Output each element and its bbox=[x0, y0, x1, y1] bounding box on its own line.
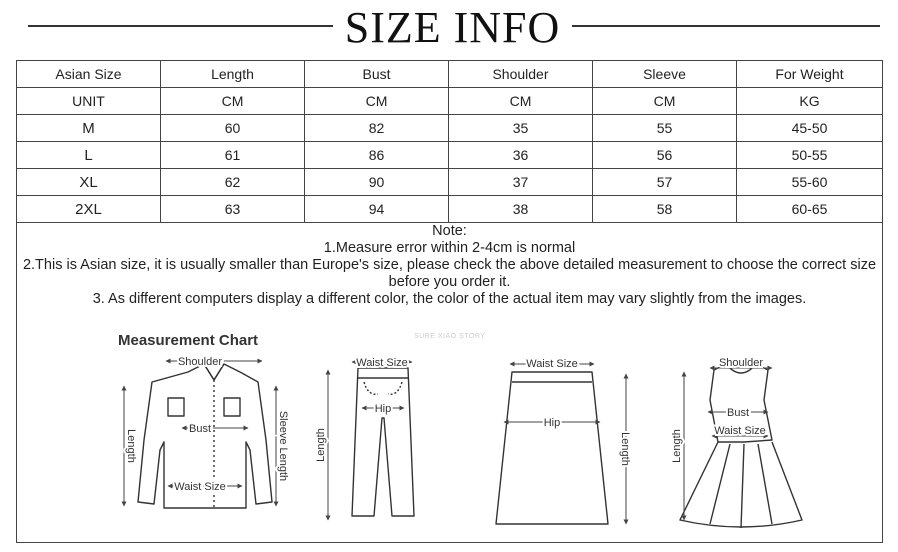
skirt-length-label: Length bbox=[619, 432, 631, 466]
title-rule-left bbox=[28, 25, 333, 27]
shirt-waist-label: Waist Size bbox=[174, 481, 226, 493]
size-table bbox=[16, 60, 883, 223]
header-cell: Sleeve bbox=[593, 61, 737, 88]
header-cell: Asian Size bbox=[17, 61, 161, 88]
dress-bust-label: Bust bbox=[726, 407, 750, 419]
unit-cell: CM bbox=[305, 88, 449, 115]
table-unit-row bbox=[17, 88, 883, 115]
pants-icon bbox=[352, 368, 414, 516]
size-cell: L bbox=[17, 142, 161, 169]
title-row bbox=[0, 0, 898, 56]
table-cell: 55 bbox=[593, 115, 737, 142]
header-cell: Length bbox=[161, 61, 305, 88]
table-cell: 38 bbox=[449, 196, 593, 223]
note-line-2a: 2.This is Asian size, it is usually smaller than Europe's size, please check the above detailed measurement to choose the correct size bbox=[22, 257, 877, 273]
table-cell: 56 bbox=[593, 142, 737, 169]
table-cell: 63 bbox=[161, 196, 305, 223]
shirt-bust-label: Bust bbox=[188, 423, 212, 435]
unit-cell: CM bbox=[161, 88, 305, 115]
measurement-chart-title: Measurement Chart bbox=[118, 332, 259, 349]
size-cell: 2XL bbox=[17, 196, 161, 223]
unit-cell: CM bbox=[449, 88, 593, 115]
size-cell: M bbox=[17, 115, 161, 142]
table-cell: 82 bbox=[305, 115, 449, 142]
table-cell: 94 bbox=[305, 196, 449, 223]
pants-length-label: Length bbox=[315, 428, 327, 462]
table-cell: 55-60 bbox=[737, 169, 883, 196]
header-cell: Bust bbox=[305, 61, 449, 88]
dress-icon bbox=[680, 364, 802, 528]
watermark: SURE XIAO STORY bbox=[414, 333, 486, 340]
note-line-2b: before you order it. bbox=[388, 274, 511, 290]
notes bbox=[17, 223, 882, 308]
shirt-length-label: Length bbox=[125, 429, 137, 463]
skirt-waist-label: Waist Size bbox=[526, 358, 578, 370]
pants-waist-label: Waist Size bbox=[356, 357, 408, 369]
size-cell: XL bbox=[17, 169, 161, 196]
notes-heading: Note: bbox=[432, 223, 467, 239]
table-cell: 90 bbox=[305, 169, 449, 196]
garment-diagrams bbox=[96, 320, 816, 530]
shirt-shoulder-label: Shoulder bbox=[177, 356, 223, 368]
header-cell: Shoulder bbox=[449, 61, 593, 88]
table-cell: 58 bbox=[593, 196, 737, 223]
table-cell: 50-55 bbox=[737, 142, 883, 169]
unit-cell: KG bbox=[737, 88, 883, 115]
unit-cell: UNIT bbox=[17, 88, 161, 115]
dress-waist-label: Waist Size bbox=[714, 425, 766, 437]
shirt-sleeve-label: Sleeve Length bbox=[277, 410, 289, 482]
note-line-1: 1.Measure error within 2-4cm is normal bbox=[323, 240, 576, 256]
table-cell: 62 bbox=[161, 169, 305, 196]
header-cell: For Weight bbox=[737, 61, 883, 88]
table-cell: 37 bbox=[449, 169, 593, 196]
dress-shoulder-label: Shoulder bbox=[718, 357, 764, 369]
table-cell: 61 bbox=[161, 142, 305, 169]
table-row bbox=[17, 142, 883, 169]
table-cell: 35 bbox=[449, 115, 593, 142]
measurement-chart bbox=[96, 320, 816, 530]
table-cell: 36 bbox=[449, 142, 593, 169]
dress-length-label: Length bbox=[671, 429, 683, 463]
table-cell: 60 bbox=[161, 115, 305, 142]
pants-hip-label: Hip bbox=[374, 403, 392, 415]
table-cell: 86 bbox=[305, 142, 449, 169]
unit-cell: CM bbox=[593, 88, 737, 115]
table-row bbox=[17, 115, 883, 142]
skirt-icon bbox=[496, 372, 608, 524]
note-line-3: 3. As different computers display a different color, the color of the actual item may vary slightly from the images. bbox=[92, 291, 807, 307]
table-row bbox=[17, 169, 883, 196]
table-header-row bbox=[17, 61, 883, 88]
table-cell: 45-50 bbox=[737, 115, 883, 142]
table-cell: 57 bbox=[593, 169, 737, 196]
table-cell: 60-65 bbox=[737, 196, 883, 223]
table-row bbox=[17, 196, 883, 223]
skirt-hip-label: Hip bbox=[543, 417, 561, 429]
page-title: SIZE INFO bbox=[344, 3, 561, 52]
title-rule-right bbox=[572, 25, 880, 27]
